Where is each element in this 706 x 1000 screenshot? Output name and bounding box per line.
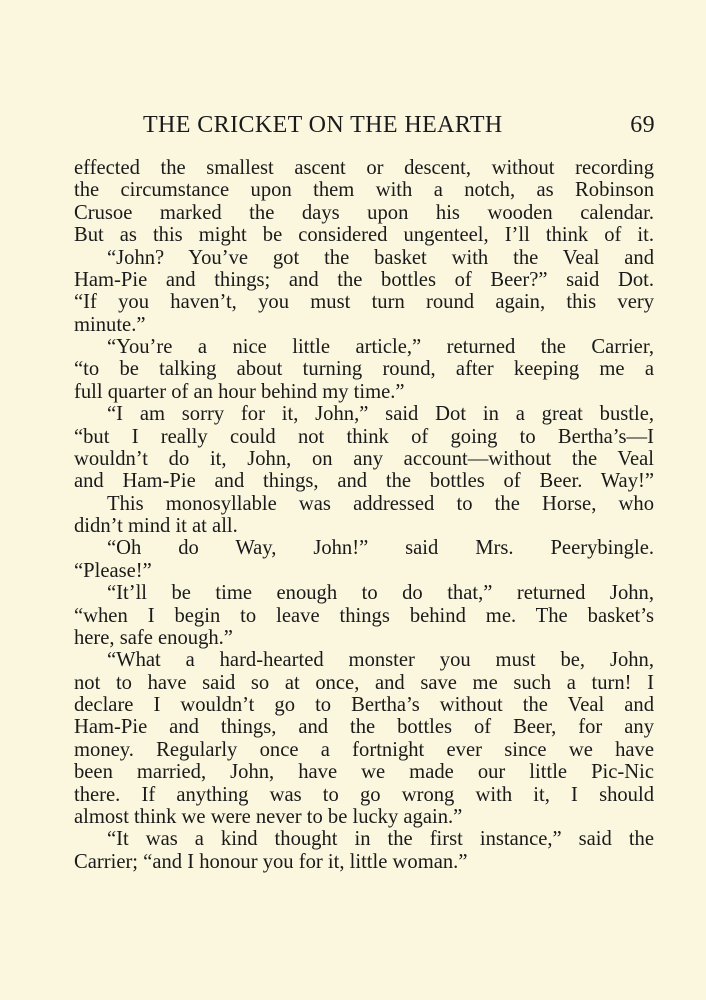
text-line: minute.” — [74, 313, 146, 336]
text-line: full quarter of an hour behind my time.” — [74, 380, 405, 403]
text-line: Ham-Pie and things; and the bottles of Beer?” said Dot. — [74, 268, 654, 291]
text-line: “John? You’ve got the basket with the Veal and — [107, 246, 654, 269]
text-line: “Please!” — [74, 559, 152, 582]
text-line: “I am sorry for it, John,” said Dot in a great bustle, — [107, 403, 654, 426]
text-line: been married, John, have we made our little Pic-Nic — [74, 761, 654, 784]
text-line: the circumstance upon them with a notch, as Robinson — [74, 179, 654, 202]
text-line: Carrier; “and I honour you for it, little woman.” — [74, 850, 468, 873]
text-line: and Ham-Pie and things, and the bottles of Beer. Way!” — [74, 470, 654, 493]
text-line: “If you haven’t, you must turn round again, this very — [74, 291, 654, 314]
page-number: 69 — [630, 112, 655, 138]
text-line: “Oh do Way, John!” said Mrs. Peerybingle. — [107, 537, 654, 560]
text-line: “when I begin to leave things behind me. The basket’s — [74, 604, 654, 627]
text-line: “but I really could not think of going to Bertha’s—I — [74, 425, 654, 448]
text-line: here, safe enough.” — [74, 626, 233, 649]
text-line: “It’ll be time enough to do that,” returned John, — [107, 582, 654, 605]
text-line: declare I wouldn’t go to Bertha’s without the Veal and — [74, 694, 654, 716]
text-line: But as this might be considered ungenteel, I’ll think of it. — [74, 224, 654, 247]
text-line: not to have said so at once, and save me such a turn! I — [74, 671, 654, 694]
text-line: money. Regularly once a fortnight ever since we have — [74, 738, 654, 761]
text-line: This monosyllable was addressed to the Horse, who — [107, 492, 654, 515]
text-line: “to be talking about turning round, after keeping me a — [74, 358, 654, 381]
running-head — [143, 109, 655, 141]
text-line: wouldn’t do it, John, on any account—without the Veal — [74, 447, 654, 470]
text-line: effected the smallest ascent or descent, without recording — [74, 157, 654, 179]
text-line: Ham-Pie and things, and the bottles of Beer, for any — [74, 716, 654, 739]
text-line: “It was a kind thought in the first instance,” said the — [107, 828, 654, 851]
text-line: “You’re a nice little article,” returned the Carrier, — [107, 336, 654, 358]
body-text — [74, 157, 654, 873]
running-title: THE CRICKET ON THE HEARTH — [143, 112, 503, 138]
text-line: almost think we were never to be lucky again.” — [74, 805, 463, 828]
text-line: Crusoe marked the days upon his wooden calendar. — [74, 201, 654, 224]
text-line: there. If anything was to go wrong with it, I should — [74, 783, 654, 806]
text-line: didn’t mind it at all. — [74, 515, 238, 537]
text-line: “What a hard-hearted monster you must be, John, — [107, 649, 654, 672]
